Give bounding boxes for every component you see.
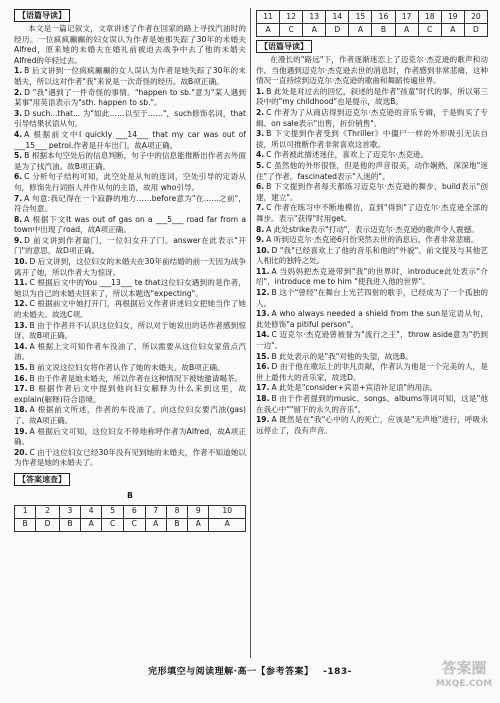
item-text: D "我"遇到了一件奇怪的事情。"happen to sb."意为"某人遇到某事"用英语表示为"sth. happen to sb."。	[14, 87, 246, 108]
answer-cell: D	[464, 24, 487, 37]
item-number: 18.	[14, 405, 28, 415]
item-text: A 根据后文可知，这位妇女不停地称呼作者为Alfred，故A项正确。	[14, 426, 246, 447]
explanation-item	[14, 374, 246, 385]
item-text: B 根据作者后文中提到他向妇女解释为什么来到这里，故explain(解释)符合语境。	[14, 384, 246, 404]
intro-paragraph: 本文是一篇记叙文，文章讲述了作者在回家的路上寻找汽油时的经历。一位疯疯癫癫的妇女误认为作者是她那失踪了30年的未婚夫Alfred，原来她的未婚夫在婚礼前被迫去战争中去了他的未婚夫Alfred的年轻过去。	[14, 24, 246, 65]
answer-cell: 3	[59, 505, 80, 518]
explanation-item	[256, 267, 488, 288]
explanation-item	[256, 225, 488, 236]
answer-cell: 11	[257, 11, 280, 24]
item-text: A 句意:我记得在一个寂静的地方……before意为"在……之前"，符合句意。	[14, 193, 246, 214]
explanation-list	[14, 66, 246, 469]
item-number: 19.	[14, 426, 28, 436]
item-text: B 后文讲到一位疯疯癫癫的女人误认为作者是她失踪了30年的未婚夫，所以这对作者"我"来说是一次奇怪的经历。故B项正确。	[14, 66, 246, 86]
item-text: A 听到迈克尔·杰克逊6月份突然去世的消息后，作者非常悲痛。	[266, 235, 479, 245]
answer-cell: 10	[209, 505, 246, 518]
item-number: 16.	[14, 373, 28, 383]
section-title: 【语篇导读】	[256, 40, 312, 53]
answer-cell: B	[166, 518, 187, 531]
item-number: 5.	[256, 160, 265, 170]
item-number: 2.	[256, 107, 265, 117]
column-divider	[250, 8, 251, 658]
item-text: A 根据前文所述，作者的车没油了，向这位妇女要汽油(gas)了。故A项正确。	[14, 405, 246, 425]
answer-cell: 17	[395, 11, 418, 24]
explanation-item	[14, 66, 246, 87]
answer-cell: 8	[166, 505, 187, 518]
answer-cell: 20	[464, 11, 487, 24]
item-text: A who always needed a shield from the sun是定语从句，此处修饰"a pitiful person"。	[256, 309, 488, 329]
item-text: B 由于作者并不认识这位妇女，所以对于她说出的话作者感到惊讶。故B项正确。	[14, 320, 246, 341]
answer-cell: 14	[326, 11, 349, 24]
item-text: D 后文讲到，这位妇女的未婚夫在30年前结婚的前一天因为战争离开了她，所以作者大为惊讶。	[14, 257, 246, 277]
answer-cell: 5	[102, 505, 124, 518]
explanation-item	[256, 235, 488, 246]
item-text: C 根据前文中她打开门，再根据后文作者讲述妇女把她当作了她的未婚夫。故选C项。	[14, 299, 246, 320]
answer-key	[14, 472, 246, 532]
explanation-item	[14, 405, 246, 426]
explanation-item	[14, 427, 246, 448]
item-text: C 迈克尔·杰克逊曾被誉为"流行之王"，throw aside意为"扔到一边"。	[256, 330, 488, 351]
explanation-item	[256, 129, 488, 150]
item-text: B 由于作者提到的music、songs、albums等词可知，这是"他在我心中""留下的永久的音乐"。	[256, 394, 488, 414]
item-text: D 由于他在歌坛上的非凡贡献，作者认为他是一个完美的人，是世上最伟大的音乐家，故选D。	[256, 362, 488, 382]
watermark-logo	[432, 660, 496, 698]
item-text: C 作者被此描述迷住，喜欢上了迈克尔·杰克逊。	[266, 150, 429, 160]
item-text: A 既然是在"我"心中的人的死亡，应该是"无声地"进行，呼吸永远停止了，没有声音。	[256, 415, 488, 435]
item-text: D such...that... 为"如此……以至于……"，such修饰名词，that引导结果状语从句。	[14, 108, 246, 129]
answer-cell: 15	[349, 11, 372, 24]
explanation-item	[14, 130, 246, 151]
item-number: 13.	[14, 320, 28, 330]
answer-cell: A	[209, 518, 246, 531]
answer-cell: A	[441, 24, 464, 37]
explanation-item	[14, 363, 246, 374]
item-number: 6.	[256, 182, 265, 192]
item-text: A 此处是"consider+宾语+宾语补足语"的用法。	[271, 383, 438, 393]
item-number: 12.	[256, 288, 270, 298]
explanation-item	[14, 151, 246, 172]
answer-letter-row	[257, 24, 488, 37]
explanation-item	[256, 352, 488, 363]
item-number: 16.	[256, 362, 270, 372]
item-text: C 虽然他的外形很怪，但是他的声音很美，动作娴熟，深深地"迷住"了作者。fascinated表示"入迷的"。	[256, 160, 488, 181]
item-number: 4.	[14, 129, 23, 139]
explanation-item	[14, 236, 246, 257]
explanation-item	[14, 384, 246, 405]
answer-cell: C	[102, 518, 124, 531]
item-number: 11.	[256, 266, 270, 276]
item-number: 14.	[14, 341, 28, 351]
item-number: 2.	[14, 87, 23, 97]
item-number: 6.	[14, 172, 23, 182]
item-text: C 作者在练习中不断地模仿，直到"得到"了迈克尔·杰克逊全部的舞步。表示"获得"时用get。	[256, 203, 488, 223]
answer-cell: D	[36, 518, 60, 531]
answer-cell: 1	[15, 505, 36, 518]
item-text: D "我"已经喜欢上了他的音乐和他的"外貌"。前文提及与其他艺人相比的独特之处。	[256, 245, 488, 266]
item-number: 17.	[14, 384, 28, 394]
explanation-item	[256, 108, 488, 129]
item-text: B 下文提到作者受到《Thriller》中僵尸一样的外形吸引无法自拔，所以可推断作者非常喜欢这首歌。	[256, 129, 488, 149]
item-text: A 根据前文中I quickly ___14___ that my car was out of ___15___ petrol.作者是开车出门。故A项正确。	[14, 129, 246, 150]
item-text: C 作者为了从商店得到迈克尔·杰克逊的音乐专辑，于是购买了专辑。on sale表示"出售，折价销售"。	[256, 107, 488, 128]
explanation-item	[256, 87, 488, 108]
page-footer	[0, 664, 500, 677]
answer-cell: 12	[280, 11, 303, 24]
item-text: B 此处表示的是"我"对他的失望，故选B。	[271, 351, 413, 361]
left-column	[14, 8, 246, 534]
item-number: 9.	[256, 235, 265, 245]
item-number: 4.	[256, 150, 265, 160]
item-number: 14.	[256, 330, 270, 340]
answer-cell: B	[372, 24, 395, 37]
right-column	[256, 8, 488, 436]
explanation-item	[14, 299, 246, 320]
item-text: C 由于这位妇女已经30年没有见到她的未婚夫，作者不知道她以为作者是她的未婚夫了。	[14, 447, 246, 468]
answer-number-row	[257, 11, 488, 24]
item-text: C 根据后文中的You ___13___ te that这位妇女遇到的是作者，她以为自己的未婚夫回来了，所以本题选"expecting"。	[14, 278, 246, 298]
answer-cell: A	[81, 518, 102, 531]
watermark-text: 答案圈	[441, 659, 487, 677]
item-text: B 由于作者是她未婚夫，所以作者在这种情况下被她邀请喝茶。	[29, 373, 243, 383]
answer-table-left	[14, 505, 246, 532]
answer-cell: A	[145, 518, 166, 531]
item-text: A 当妈妈把杰克逊带到"我"的世界时，introduce此处表示"介绍"，introduce me to him "使我进入他的世界"。	[256, 266, 488, 287]
item-number: 1.	[256, 86, 265, 96]
item-number: 19.	[256, 415, 270, 425]
answer-cell: 19	[441, 11, 464, 24]
item-text: B 此处是对过去的回忆，叙述的是作者"孩童"时代的事，所以第三段中的"my childhood"也是提示，故选B。	[256, 86, 488, 107]
answer-cell: B	[15, 518, 36, 531]
item-number: 20.	[14, 447, 28, 457]
answer-cell: A	[188, 518, 209, 531]
item-text: B 根据本句空处后的信息判断，句子中的信息能推断出作者去外面是为了找汽油。故B项正确。	[14, 151, 246, 171]
explanation-item	[256, 362, 488, 383]
explanation-item	[256, 150, 488, 161]
explanation-item	[14, 172, 246, 193]
item-number: 13.	[256, 309, 270, 319]
answer-table-right	[256, 10, 488, 37]
item-number: 18.	[256, 394, 270, 403]
item-text: B 这个"曾经"在舞台上光芒四射的歌手，已经成为了一个孤独的人。	[256, 288, 488, 308]
item-number: 10.	[256, 245, 270, 255]
item-number: 12.	[14, 299, 28, 309]
answer-cell: C	[418, 24, 441, 37]
item-number: 8.	[256, 224, 265, 234]
explanation-item	[256, 161, 488, 182]
answer-number-row	[15, 505, 246, 518]
explanation-item	[256, 383, 488, 394]
explanation-item	[256, 394, 488, 415]
explanation-item	[14, 278, 246, 299]
answer-cell: 2	[36, 505, 60, 518]
explanation-item	[256, 415, 488, 436]
answer-cell: 9	[188, 505, 209, 518]
item-number: 3.	[14, 108, 23, 118]
item-number: 8.	[14, 214, 23, 224]
answer-cell: 4	[81, 505, 102, 518]
explanation-item	[256, 203, 488, 224]
answer-key-title: 【答案速查】	[14, 473, 70, 486]
answer-cell: 7	[145, 505, 166, 518]
item-number: 3.	[256, 129, 265, 139]
explanation-item	[14, 109, 246, 130]
answer-cell: A	[349, 24, 372, 37]
explanation-item	[256, 182, 488, 203]
answer-cell: 6	[123, 505, 145, 518]
explanation-item	[14, 215, 246, 236]
explanation-item	[256, 309, 488, 330]
section-title: 【语篇导读】	[14, 9, 70, 22]
item-number: 15.	[256, 351, 270, 361]
item-number: 7.	[256, 203, 265, 213]
answer-cell: A	[395, 24, 418, 37]
page-number: -183-	[323, 667, 352, 677]
book-title: 完形填空与阅读理解·高一【参考答案】	[148, 667, 314, 677]
explanation-item	[256, 246, 488, 267]
item-text: A 根据下文It was out of gas on a ___5___ road far from a town中出现了road，故A项正确。	[14, 214, 246, 235]
answer-cell: A	[303, 24, 326, 37]
item-number: 9.	[14, 235, 23, 245]
answer-cell: 13	[303, 11, 326, 24]
explanation-item	[14, 342, 246, 363]
item-text: A 此处strike表示"打动"，表示迈克尔·杰克逊的歌声令人震撼。	[266, 224, 479, 234]
item-text: A 根据上文可知作者车没油了，所以需要从这位妇女家借点汽油。	[14, 341, 246, 362]
explanation-item	[14, 448, 246, 469]
item-text: B 前文说这位妇女将作者认作了她的未婚夫。故B项正确。	[29, 363, 225, 372]
explanation-item	[14, 194, 246, 215]
item-number: 11.	[14, 278, 28, 288]
answer-key-label: B	[127, 490, 133, 500]
explanation-item	[14, 88, 246, 109]
answer-cell: 18	[418, 11, 441, 24]
item-text: B 下文提到作者每天都练习迈克尔·杰克逊的舞步，build表示"创建，建立"。	[256, 182, 488, 202]
item-number: 15.	[14, 363, 28, 372]
explanation-item	[14, 257, 246, 278]
answer-letter-row	[15, 518, 246, 531]
explanation-item	[14, 321, 246, 342]
answer-cell: C	[280, 24, 303, 37]
item-number: 10.	[14, 257, 28, 267]
answer-cell: D	[326, 24, 349, 37]
answer-cell: C	[123, 518, 145, 531]
answer-cell: A	[257, 24, 280, 37]
item-number: 7.	[14, 193, 23, 203]
item-number: 1.	[14, 66, 23, 76]
answer-cell: B	[59, 518, 80, 531]
item-number: 5.	[14, 151, 23, 161]
watermark-url: MXQE.COM	[435, 679, 493, 689]
explanation-item	[256, 330, 488, 351]
item-text: D 前文讲到作者敲门，一位妇女开了门。answer在此表示"开门"的意思，故D项正确。	[14, 235, 246, 256]
explanation-item	[256, 288, 488, 309]
explanation-list	[256, 87, 488, 437]
answer-cell: 16	[372, 11, 395, 24]
item-text: C 分析句子结构可知，此空处是从句的连词，空处引导的定语从句，修饰先行词指人并作从句的主语，故用 who引导。	[14, 172, 246, 192]
item-number: 17.	[256, 383, 270, 393]
intro-paragraph: 在漫长的"路远"下，作者逐渐迷恋上了迈克尔·杰克逊的歌声和动作。当他遇到迈克尔·杰克逊去世的消息时，作者感到非常悲痛，这种情况一直持续到迈克尔·杰克逊的歌曲和舞蹈传遍世界。	[256, 55, 488, 86]
